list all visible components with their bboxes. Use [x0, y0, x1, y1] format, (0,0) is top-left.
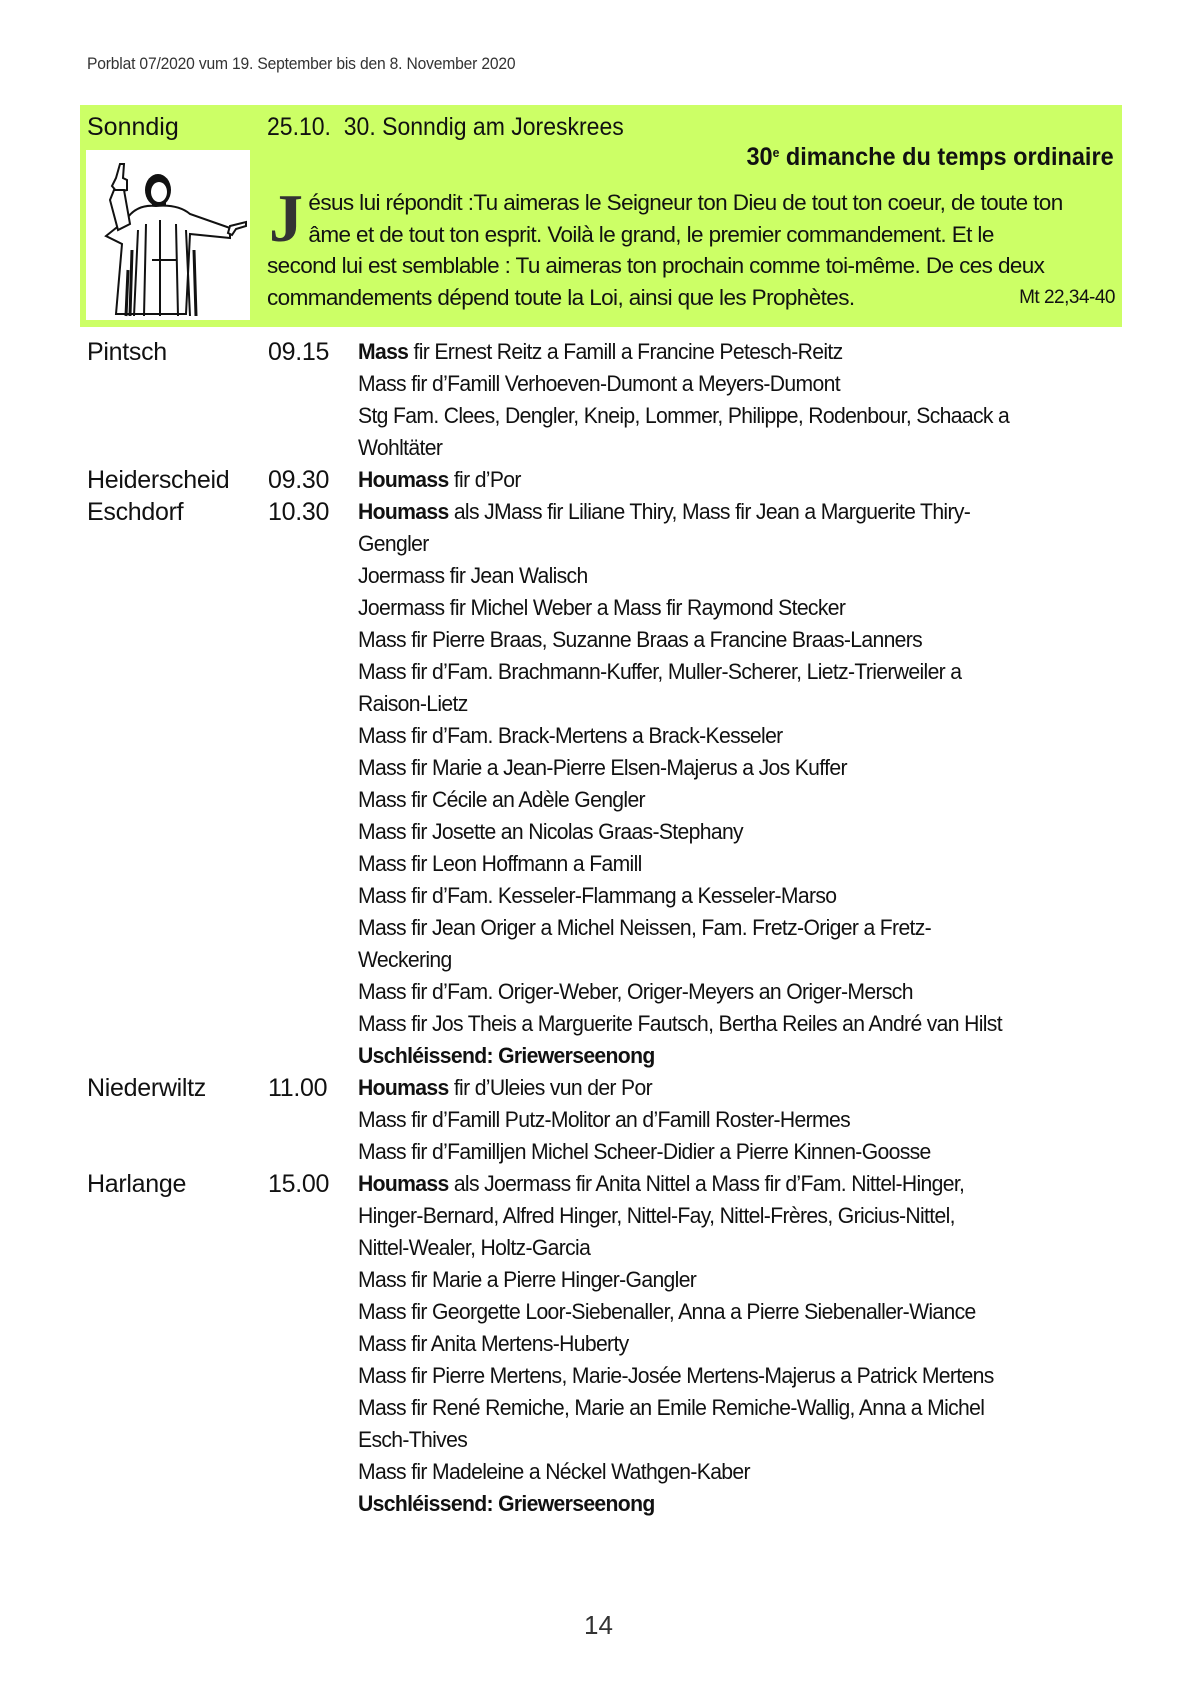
schedule-line [87, 1136, 1127, 1168]
intention-text [358, 592, 845, 624]
intention-detail: Weckering [358, 947, 452, 972]
intention-text [358, 1232, 590, 1264]
day-label: Sonndig [87, 113, 179, 141]
schedule-line [87, 944, 1127, 976]
schedule-line [87, 496, 1127, 528]
closing-note: Uschléissend: Griewerseenong [358, 1491, 655, 1516]
intention-text [358, 752, 847, 784]
quote-line: second lui est semblable : Tu aimeras ton prochain comme toi-même. De ces deux [267, 253, 1045, 278]
mass-time: 10.30 [268, 498, 330, 526]
intention-text [358, 816, 743, 848]
intention-text [358, 848, 642, 880]
quote-line [267, 282, 1117, 314]
schedule-line [87, 1168, 1127, 1200]
schedule-line [87, 560, 1127, 592]
schedule-line [87, 912, 1127, 944]
place-name: Harlange [87, 1170, 187, 1198]
schedule-line [87, 432, 1127, 464]
schedule-line [87, 624, 1127, 656]
intention-text [358, 1040, 655, 1072]
schedule-line [87, 1072, 1127, 1104]
french-title [747, 143, 1114, 172]
french-title-rest: dimanche du temps ordinaire [779, 143, 1114, 171]
intention-detail: Mass fir Marie a Pierre Hinger-Gangler [358, 1267, 697, 1292]
intention-detail: Mass fir Pierre Braas, Suzanne Braas a Francine Braas-Lanners [358, 627, 923, 652]
intention-text [358, 1360, 994, 1392]
intention-text [358, 1200, 955, 1232]
intention-detail: Mass fir d’Familljen Michel Scheer-Didier a Pierre Kinnen-Goosse [358, 1139, 931, 1164]
intention-detail: Mass fir Pierre Mertens, Marie-Josée Mertens-Majerus a Patrick Mertens [358, 1363, 994, 1388]
schedule-line [87, 1008, 1127, 1040]
intention-detail: als JMass fir Liliane Thiry, Mass fir Jean a Marguerite Thiry- [448, 499, 971, 524]
schedule-entry [87, 1072, 1127, 1168]
intention-detail: Mass fir d’Famill Verhoeven-Dumont a Meyers-Dumont [358, 371, 840, 396]
mass-time: 11.00 [268, 1074, 328, 1102]
mass-type: Houmass [358, 499, 449, 524]
intention-detail: Mass fir Anita Mertens-Huberty [358, 1331, 629, 1356]
schedule-line [87, 688, 1127, 720]
intention-detail: Mass fir d’Fam. Origer-Weber, Origer-Meyers an Origer-Mersch [358, 979, 913, 1004]
schedule-line [87, 752, 1127, 784]
schedule-entry [87, 336, 1127, 464]
intention-detail: fir d’Uleies vun der Por [448, 1075, 652, 1100]
schedule-line [87, 1296, 1127, 1328]
intention-text [358, 1424, 467, 1456]
place-name: Niederwiltz [87, 1074, 206, 1102]
intention-detail: Mass fir Josette an Nicolas Graas-Stephany [358, 819, 743, 844]
intention-detail: Mass fir Georgette Loor-Siebenaller, Anna a Pierre Siebenaller-Wiance [358, 1299, 976, 1324]
schedule-line [87, 720, 1127, 752]
intention-text [358, 656, 961, 688]
schedule-line [87, 1328, 1127, 1360]
intention-detail: Stg Fam. Clees, Dengler, Kneip, Lommer, Philippe, Rodenbour, Schaack a [358, 403, 1010, 428]
intention-text [358, 336, 843, 368]
schedule-line [87, 1488, 1127, 1520]
intention-text [358, 464, 521, 496]
place-name: Heiderscheid [87, 466, 230, 494]
intention-text [358, 1456, 750, 1488]
jesus-pointing-illustration [86, 150, 250, 320]
schedule-line [87, 1392, 1127, 1424]
intention-detail: Mass fir Madeleine a Néckel Wathgen-Kaber [358, 1459, 750, 1484]
intention-text [358, 1104, 850, 1136]
intention-text [358, 1136, 931, 1168]
running-head: Porblat 07/2020 vum 19. September bis den 8. November 2020 [87, 54, 516, 73]
place-name: Pintsch [87, 338, 167, 366]
schedule-line [87, 1200, 1127, 1232]
intention-text [358, 912, 931, 944]
schedule-entry [87, 464, 1127, 496]
intention-detail: Raison-Lietz [358, 691, 468, 716]
schedule-line [87, 1104, 1127, 1136]
mass-schedule [87, 336, 1127, 1520]
quote-line: âme et de tout ton esprit. Voilà le grand, le premier commandement. Et le [308, 221, 994, 247]
schedule-line [87, 1264, 1127, 1296]
quote-dropcap: J [269, 180, 303, 256]
intention-detail: fir Ernest Reitz a Famill a Francine Petesch-Reitz [408, 339, 843, 364]
intention-detail: Mass fir d’Fam. Brack-Mertens a Brack-Kesseler [358, 723, 783, 748]
schedule-line [87, 848, 1127, 880]
intention-text [358, 784, 645, 816]
schedule-line [87, 816, 1127, 848]
intention-text [358, 496, 970, 528]
intention-text [358, 368, 840, 400]
place-name: Eschdorf [87, 498, 184, 526]
schedule-line [87, 592, 1127, 624]
intention-detail: fir d’Por [448, 467, 521, 492]
jesus-figure-icon [86, 150, 250, 320]
intention-detail: als Joermass fir Anita Nittel a Mass fir d’Fam. Nittel-Hinger, [448, 1171, 965, 1196]
intention-detail: Mass fir Marie a Jean-Pierre Elsen-Majerus a Jos Kuffer [358, 755, 847, 780]
intention-text [358, 528, 429, 560]
intention-text [358, 1296, 976, 1328]
intention-text [358, 1072, 652, 1104]
schedule-line [87, 880, 1127, 912]
intention-detail: Nittel-Wealer, Holtz-Garcia [358, 1235, 591, 1260]
intention-text [358, 720, 783, 752]
intention-detail: Mass fir d’Fam. Brachmann-Kuffer, Muller-Scherer, Lietz-Trierweiler a [358, 659, 962, 684]
intention-detail: Esch-Thives [358, 1427, 468, 1452]
intention-text [358, 880, 836, 912]
mass-type: Houmass [358, 1075, 449, 1100]
schedule-entry [87, 496, 1127, 1072]
intention-text [358, 1008, 1002, 1040]
liturgical-title: 30. Sonndig am Joreskrees [343, 113, 624, 141]
intention-text [358, 976, 913, 1008]
intention-text [358, 1168, 964, 1200]
intention-detail: Mass fir Cécile an Adèle Gengler [358, 787, 645, 812]
page-number: 14 [584, 1610, 613, 1640]
mass-time: 15.00 [268, 1170, 330, 1198]
intention-detail: Gengler [358, 531, 429, 556]
intention-detail: Mass fir d’Famill Putz-Molitor an d’Famill Roster-Hermes [358, 1107, 851, 1132]
date-title [267, 113, 624, 142]
mass-time: 09.30 [268, 466, 330, 494]
intention-text [358, 432, 442, 464]
intention-text [358, 1264, 696, 1296]
schedule-line [87, 400, 1127, 432]
intention-text [358, 400, 1009, 432]
schedule-line [87, 368, 1127, 400]
schedule-line [87, 528, 1127, 560]
schedule-entry [87, 1168, 1127, 1520]
intention-detail: Mass fir Leon Hoffmann a Famill [358, 851, 642, 876]
french-title-superscript: e [772, 145, 780, 160]
schedule-line [87, 336, 1127, 368]
intention-detail: Mass fir d’Fam. Kesseler-Flammang a Kesseler-Marso [358, 883, 837, 908]
schedule-line [87, 1232, 1127, 1264]
quote-line-text: commandements dépend toute la Loi, ainsi que les Prophètes. [267, 284, 855, 310]
quote-line: ésus lui répondit :Tu aimeras le Seigneur ton Dieu de tout ton coeur, de toute ton [308, 190, 1063, 215]
schedule-line [87, 656, 1127, 688]
schedule-line [87, 1040, 1127, 1072]
intention-text [358, 624, 922, 656]
intention-detail: Joermass fir Jean Walisch [358, 563, 588, 588]
intention-text [358, 560, 588, 592]
mass-type: Houmass [358, 1171, 449, 1196]
schedule-line [87, 464, 1127, 496]
intention-text [358, 1488, 655, 1520]
mass-type: Mass [358, 339, 409, 364]
mass-time: 09.15 [268, 338, 330, 366]
intention-text [358, 944, 452, 976]
intention-detail: Mass fir Jos Theis a Marguerite Fautsch, Bertha Reiles an André van Hilst [358, 1011, 1002, 1036]
gospel-quote [267, 180, 1117, 313]
schedule-line [87, 784, 1127, 816]
schedule-line [87, 1424, 1127, 1456]
intention-detail: Hinger-Bernard, Alfred Hinger, Nittel-Fay, Nittel-Frères, Gricius-Nittel, [358, 1203, 955, 1228]
french-title-number: 30 [746, 143, 773, 171]
intention-text [358, 688, 468, 720]
mass-type: Houmass [358, 467, 449, 492]
schedule-line [87, 1360, 1127, 1392]
intention-detail: Wohltäter [358, 435, 443, 460]
intention-detail: Mass fir Jean Origer a Michel Neissen, Fam. Fretz-Origer a Fretz- [358, 915, 932, 940]
sunday-header-box [80, 105, 1122, 327]
schedule-line [87, 1456, 1127, 1488]
intention-text [358, 1328, 629, 1360]
closing-note: Uschléissend: Griewerseenong [358, 1043, 655, 1068]
quote-reference: Mt 22,34-40 [1019, 286, 1115, 308]
schedule-line [87, 976, 1127, 1008]
intention-detail: Mass fir René Remiche, Marie an Emile Remiche-Wallig, Anna a Michel [358, 1395, 985, 1420]
date: 25.10. [267, 113, 331, 141]
intention-text [358, 1392, 984, 1424]
intention-detail: Joermass fir Michel Weber a Mass fir Raymond Stecker [358, 595, 846, 620]
